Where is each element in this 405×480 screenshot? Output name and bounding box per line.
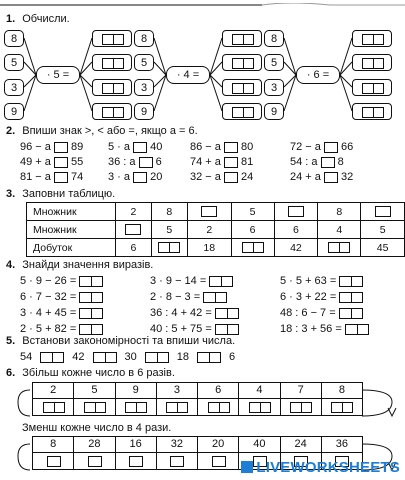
result-input[interactable] <box>79 292 103 303</box>
sign-input[interactable] <box>224 157 238 168</box>
result-input[interactable] <box>339 308 363 319</box>
strip-input[interactable] <box>331 402 353 413</box>
answer-box[interactable] <box>352 103 392 120</box>
sign-input[interactable] <box>139 157 153 168</box>
sign-input[interactable] <box>324 172 338 183</box>
strip-input[interactable] <box>249 402 271 413</box>
expression-item <box>150 275 233 287</box>
strip-value-cell: 4 <box>238 382 280 399</box>
expression-text: 36 : 4 + 42 = <box>150 307 215 319</box>
sequence-input[interactable] <box>197 352 221 363</box>
expr-text: 24 + a <box>290 171 324 183</box>
cell-input[interactable] <box>125 224 141 235</box>
sign-input[interactable] <box>133 172 147 183</box>
strip-answer-cell <box>321 398 363 416</box>
expression-item <box>20 291 103 303</box>
answer-box[interactable] <box>352 30 392 47</box>
row-label: Добуток <box>27 239 116 257</box>
expr-text: 36 : a <box>108 156 139 168</box>
sign-input[interactable] <box>224 142 238 153</box>
compare-value: 32 <box>337 171 354 183</box>
task-text: Впиши знак >, < або =, якщо a = 6. <box>22 125 198 137</box>
comparison-item <box>20 171 83 183</box>
expression-text: 5 · 5 + 63 = <box>280 275 340 287</box>
expression-text: 2 · 8 − 3 = <box>150 291 204 303</box>
expression-text: 48 : 6 − 7 = <box>280 307 339 319</box>
comparison-item <box>190 171 253 183</box>
expression-item <box>280 323 369 335</box>
table-cell[interactable] <box>318 239 361 257</box>
compare-value: 89 <box>67 141 84 153</box>
logo-icon <box>241 461 253 473</box>
cell-input[interactable] <box>375 206 391 217</box>
factor-box: 9 <box>134 103 154 120</box>
task2-heading <box>6 125 198 137</box>
strip-input[interactable] <box>290 402 312 413</box>
expr-text: 32 − a <box>190 171 224 183</box>
answer-box[interactable] <box>92 54 132 71</box>
table-cell: 2 <box>187 221 231 239</box>
sequence-number: 30 <box>124 351 137 363</box>
result-input[interactable] <box>345 324 369 335</box>
compare-value: 81 <box>237 156 254 168</box>
strip-value-cell: 40 <box>238 436 280 453</box>
task1-heading <box>6 13 70 25</box>
strip-input[interactable] <box>208 402 230 413</box>
answer-cells[interactable] <box>362 83 384 94</box>
expression-item <box>150 323 239 335</box>
operation-box: · 5 = <box>36 66 80 84</box>
result-input[interactable] <box>79 308 103 319</box>
task-text: Знайди значення виразів. <box>22 259 154 271</box>
strip-input[interactable] <box>125 402 147 413</box>
task-text: Збільш кожне число в 6 разів. <box>22 367 175 379</box>
expr-text: 96 − a <box>20 141 54 153</box>
compare-value: 74 <box>67 171 84 183</box>
comparison-item <box>108 141 162 153</box>
expression-item <box>20 275 103 287</box>
answer-box[interactable] <box>222 30 262 47</box>
compare-value: 20 <box>147 171 163 183</box>
comparison-item <box>190 141 253 153</box>
table-cell[interactable] <box>187 203 231 221</box>
cell-input[interactable] <box>158 242 180 253</box>
task-text: Заповни таблицю. <box>22 188 116 200</box>
strip-answer-cell <box>156 452 198 470</box>
compare-value: 80 <box>237 141 254 153</box>
sequence-row <box>20 351 235 363</box>
table-cell[interactable] <box>361 203 405 221</box>
factor-box: 3 <box>264 79 284 96</box>
result-input[interactable] <box>215 308 239 319</box>
factor-box: 3 <box>134 79 154 96</box>
expression-text: 5 · 9 − 26 = <box>20 275 80 287</box>
expression-item <box>280 275 363 287</box>
strip-value-cell: 8 <box>32 436 74 453</box>
expression-text: 3 · 4 + 45 = <box>20 307 80 319</box>
table-cell[interactable] <box>274 203 318 221</box>
strip-value-cell: 20 <box>197 436 239 453</box>
answer-box[interactable] <box>92 103 132 120</box>
strip-value-cell: 16 <box>115 436 157 453</box>
answer-box[interactable] <box>352 54 392 71</box>
answer-cells[interactable] <box>362 58 384 69</box>
table-cell: 8 <box>151 203 187 221</box>
cell-input[interactable] <box>242 242 264 253</box>
answer-cells[interactable] <box>102 58 124 69</box>
answer-cells[interactable] <box>102 107 124 118</box>
strip-value-cell: 9 <box>115 382 157 399</box>
comparison-item <box>20 156 83 168</box>
table-row <box>27 239 405 257</box>
strip-input[interactable] <box>212 456 226 467</box>
result-input[interactable] <box>203 292 227 303</box>
strip-input[interactable] <box>170 456 184 467</box>
strip-value-cell: 28 <box>73 436 115 453</box>
strip-answer-cell <box>73 398 115 416</box>
sign-input[interactable] <box>224 172 238 183</box>
sequence-input[interactable] <box>145 352 169 363</box>
expression-item <box>150 291 227 303</box>
task-text: Зменш кожне число в 4 рази. <box>22 422 172 434</box>
expr-text: 3 · a <box>108 171 134 183</box>
expression-item <box>150 307 239 319</box>
table-row <box>27 203 405 221</box>
strip-answer-cell <box>197 452 239 470</box>
comparison-item <box>290 156 344 168</box>
strip-value-cell: 3 <box>156 382 198 399</box>
task-number: 2. <box>6 125 16 137</box>
sign-input[interactable] <box>54 172 68 183</box>
answer-box[interactable] <box>92 79 132 96</box>
expression-text: 40 : 5 + 75 = <box>150 323 215 335</box>
table-cell: 4 <box>318 221 361 239</box>
multiplication-table <box>26 202 405 257</box>
sign-input[interactable] <box>54 142 68 153</box>
factor-box: 3 <box>4 79 24 96</box>
expr-text: 54 : a <box>290 156 321 168</box>
factor-box: 9 <box>264 103 284 120</box>
expression-item <box>280 291 363 303</box>
compare-value: 40 <box>147 141 163 153</box>
operation-box: · 4 = <box>166 66 210 84</box>
strip-value-cell: 32 <box>156 436 198 453</box>
row-label: Множник <box>27 203 116 221</box>
comparison-item <box>290 141 353 153</box>
result-input[interactable] <box>339 292 363 303</box>
comparison-item <box>108 156 162 168</box>
answer-box[interactable] <box>222 54 262 71</box>
strip-answer-cell <box>197 398 239 416</box>
result-input[interactable] <box>215 324 239 335</box>
table-cell[interactable] <box>231 239 274 257</box>
task-number: 6. <box>6 367 16 379</box>
cell-input[interactable] <box>328 242 350 253</box>
table-cell: 6 <box>274 221 318 239</box>
table-cell: 5 <box>151 221 187 239</box>
expression-text: 6 · 7 − 32 = <box>20 291 80 303</box>
sequence-number: 6 <box>229 351 236 363</box>
strip-answer-cell <box>280 398 322 416</box>
table-cell[interactable] <box>116 221 151 239</box>
strip-answer-cell <box>73 452 115 470</box>
task-text: Обчисли. <box>22 13 70 25</box>
expression-item <box>20 307 103 319</box>
expression-text: 6 · 3 + 22 = <box>280 291 340 303</box>
strip-input[interactable] <box>166 402 188 413</box>
sign-input[interactable] <box>321 157 335 168</box>
comparison-item <box>290 171 353 183</box>
table-cell: 42 <box>274 239 318 257</box>
operation-box: · 6 = <box>296 66 340 84</box>
table-cell: 6 <box>116 239 151 257</box>
factor-box: 8 <box>134 30 154 47</box>
strip-input[interactable] <box>84 402 106 413</box>
sign-input[interactable] <box>133 142 147 153</box>
factor-box: 8 <box>4 30 24 47</box>
comparison-item <box>20 141 83 153</box>
task-number: 4. <box>6 259 16 271</box>
strip-answer-cell <box>32 452 74 470</box>
strip-input[interactable] <box>129 456 143 467</box>
strip-value-cell: 6 <box>197 382 239 399</box>
answer-cells[interactable] <box>232 107 254 118</box>
strip-value-cell: 24 <box>280 436 322 453</box>
compare-value: 8 <box>334 156 344 168</box>
cell-input[interactable] <box>288 206 304 217</box>
task3-heading <box>6 188 115 200</box>
expr-text: 49 + a <box>20 156 54 168</box>
strip-value-cell: 5 <box>73 382 115 399</box>
table-cell: 5 <box>361 221 405 239</box>
expr-text: 86 − a <box>190 141 224 153</box>
compare-value: 55 <box>67 156 84 168</box>
table-cell: 6 <box>231 221 274 239</box>
task-text: Встанови закономірності та впиши числа. <box>22 335 236 347</box>
sequence-number: 54 <box>20 351 33 363</box>
answer-box[interactable] <box>352 79 392 96</box>
table-cell: 2 <box>116 203 151 221</box>
comparison-item <box>108 171 162 183</box>
expr-text: 74 + a <box>190 156 224 168</box>
strip-answer-cell <box>115 452 157 470</box>
sign-input[interactable] <box>324 142 338 153</box>
row-label: Множник <box>27 221 116 239</box>
expr-text: 72 − a <box>290 141 324 153</box>
strip-input[interactable] <box>47 456 61 467</box>
answer-cells[interactable] <box>102 83 124 94</box>
task-number: 5. <box>6 335 16 347</box>
sequence-number: 18 <box>176 351 189 363</box>
factor-box: 5 <box>134 54 154 71</box>
expr-text: 5 · a <box>108 141 134 153</box>
result-input[interactable] <box>79 276 103 287</box>
factor-box: 5 <box>4 54 24 71</box>
answer-cells[interactable] <box>362 107 384 118</box>
answer-box[interactable] <box>222 79 262 96</box>
comparison-item <box>190 156 253 168</box>
sequence-number: 42 <box>72 351 85 363</box>
sequence-input[interactable] <box>93 352 117 363</box>
sequence-input[interactable] <box>40 352 64 363</box>
table-cell: 18 <box>187 239 231 257</box>
compare-value: 66 <box>337 141 354 153</box>
table-cell: 5 <box>231 203 274 221</box>
answer-cells[interactable] <box>232 83 254 94</box>
answer-box[interactable] <box>92 30 132 47</box>
answer-cells[interactable] <box>362 34 384 45</box>
strip-value-cell: 2 <box>32 382 74 399</box>
expression-text: 3 · 9 − 14 = <box>150 275 210 287</box>
expr-text: 81 − a <box>20 171 54 183</box>
top-decoration <box>0 0 405 3</box>
result-input[interactable] <box>79 324 103 335</box>
expression-text: 2 · 5 + 82 = <box>20 323 80 335</box>
strip-answer-cell <box>32 398 74 416</box>
watermark-logo: LIVEWORKSHEETS <box>241 459 400 476</box>
strip-answer-cell <box>115 398 157 416</box>
factor-box: 9 <box>4 103 24 120</box>
table-row <box>27 221 405 239</box>
task5-heading <box>6 335 235 347</box>
cell-input[interactable] <box>201 206 217 217</box>
task4-heading <box>6 259 153 271</box>
strip-value-cell: 36 <box>321 436 363 453</box>
expression-text: 18 : 3 + 56 = <box>280 323 345 335</box>
expression-item <box>280 307 363 319</box>
table-cell[interactable] <box>151 239 187 257</box>
compare-value: 6 <box>152 156 162 168</box>
strip-answer-cell <box>238 398 280 416</box>
answer-cells[interactable] <box>232 34 254 45</box>
strip-value-cell: 7 <box>280 382 322 399</box>
result-input[interactable] <box>339 276 363 287</box>
answer-cells[interactable] <box>102 34 124 45</box>
table-cell: 8 <box>318 203 361 221</box>
task-number: 3. <box>6 188 16 200</box>
strip-value-cell: 8 <box>321 382 363 399</box>
answer-box[interactable] <box>222 103 262 120</box>
factor-box: 8 <box>264 30 284 47</box>
sign-input[interactable] <box>54 157 68 168</box>
result-input[interactable] <box>209 276 233 287</box>
table-cell: 45 <box>361 239 405 257</box>
expression-item <box>20 323 103 335</box>
task-number: 1. <box>6 13 16 25</box>
strip-input[interactable] <box>43 402 65 413</box>
answer-cells[interactable] <box>232 58 254 69</box>
strip-answer-cell <box>156 398 198 416</box>
compare-value: 24 <box>237 171 254 183</box>
factor-box: 5 <box>264 54 284 71</box>
strip-input[interactable] <box>88 456 102 467</box>
